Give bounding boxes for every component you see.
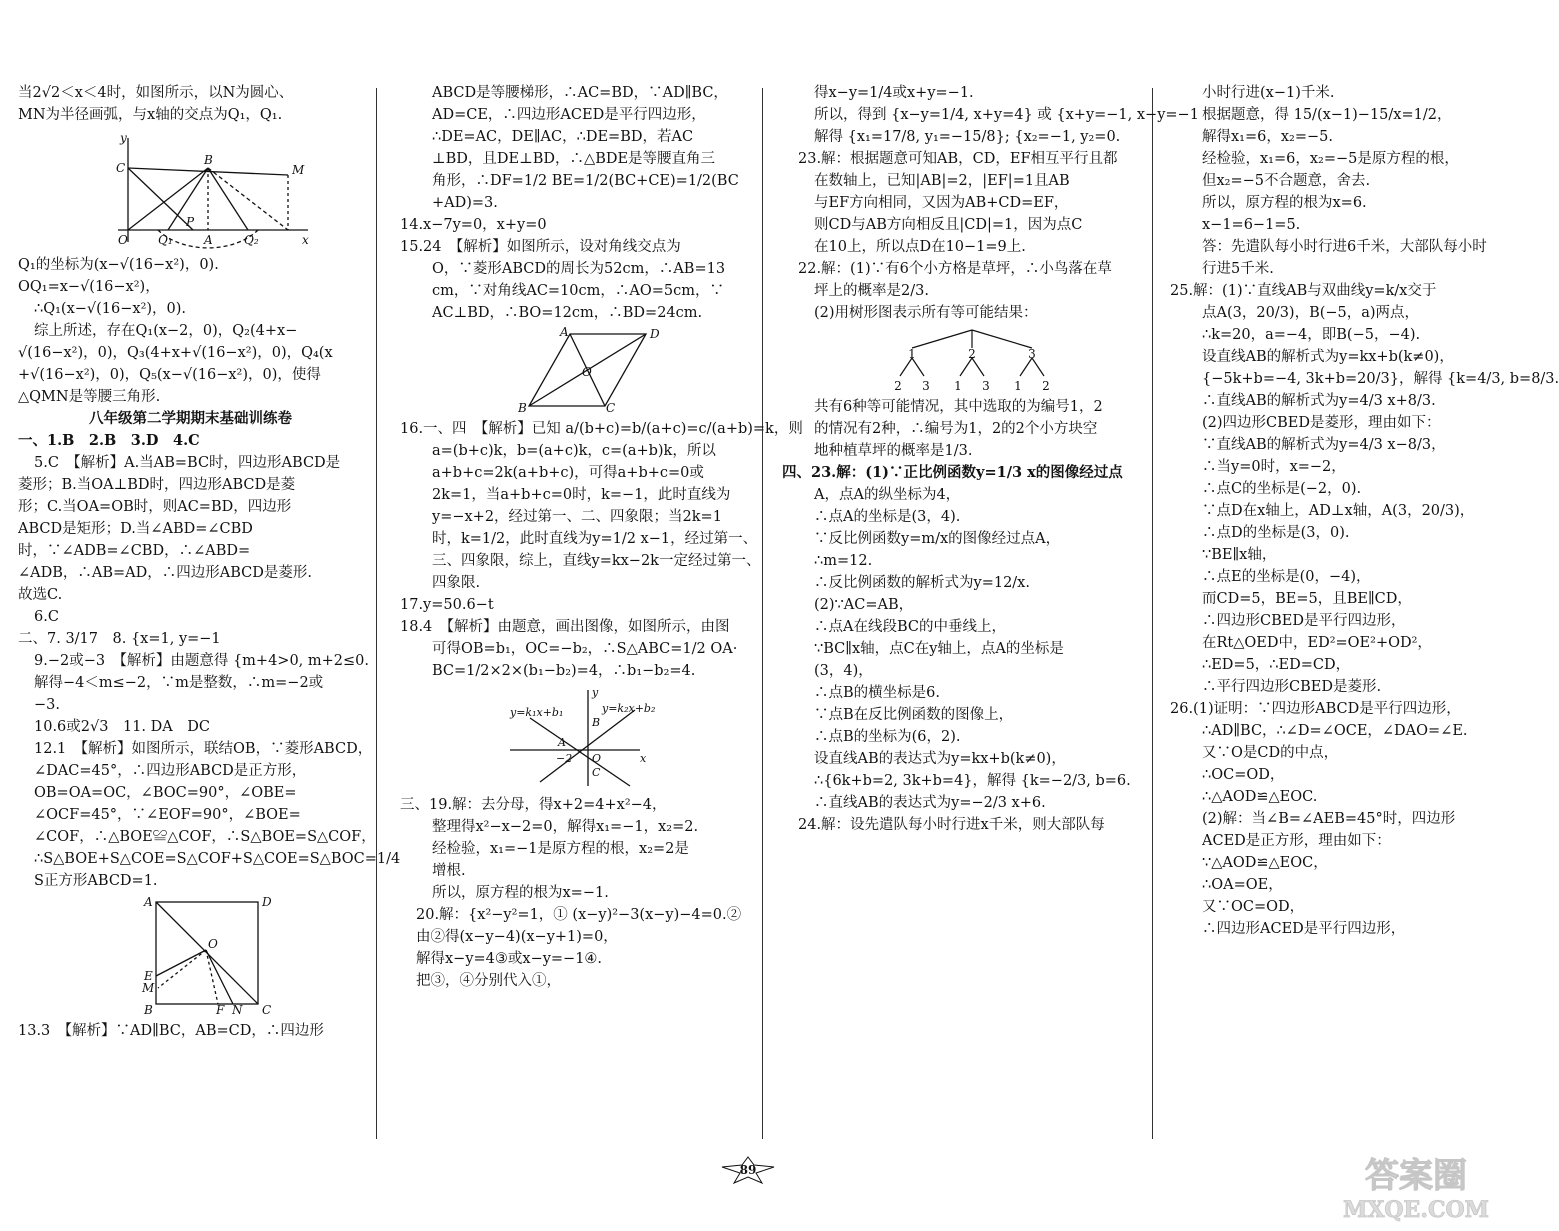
page-number-badge xyxy=(718,1155,778,1185)
fig4-label: A xyxy=(144,895,153,909)
answer-line: 故选C. xyxy=(18,587,63,603)
text-line: 23.解：根据题意可知AB，CD，EF相互平行且都 xyxy=(798,151,1118,167)
text-line: 而CD=5，BE=5，且BE∥CD， xyxy=(1202,591,1412,607)
text-line: ∴{6k+b=2, 3k+b=4}，解得 {k=−2/3, b=6. xyxy=(814,773,1131,789)
tree-node: 3 xyxy=(982,379,990,393)
text-line: 得x−y=1/4或x+y=−1. xyxy=(814,85,974,101)
text-line: ∵△AOD≌△EOC， xyxy=(1202,855,1328,871)
text-line: 答：先遣队每小时行进6千米，大部队每小时 xyxy=(1202,239,1487,255)
text-line: 26.(1)证明：∵四边形ABCD是平行四边形， xyxy=(1170,701,1461,717)
text-line: 17.y=50.6−t xyxy=(400,597,494,613)
text-line: 15.24 【解析】如图所示，设对角线交点为 xyxy=(400,239,681,255)
tree-node: 3 xyxy=(922,379,930,393)
text-line: (2)∵AC=AB， xyxy=(814,597,914,613)
text-line: 18.4 【解析】由题意，画出图像，如图所示，由图 xyxy=(400,619,730,635)
fig1-label: y xyxy=(120,131,127,145)
text-line: 四、23.解：(1)∵正比例函数y=1/3 x的图像经过点 xyxy=(782,464,1123,481)
tree-node: 1 xyxy=(954,379,962,393)
figure-4-square xyxy=(18,896,363,1016)
section-title: 八年级第二学期期末基础训练卷 xyxy=(89,410,292,427)
text-line: ∴点D的坐标是(3，0). xyxy=(1202,525,1350,541)
text-line: BC=1/2×2×(b₁−b₂)=4，∴b₁−b₂=4. xyxy=(432,663,696,679)
text-line: ∴点A在线段BC的中垂线上， xyxy=(814,619,1006,635)
answer-line: ∴S△BOE+S△COE=S△COF+S△COE=S△BOC=1/4 xyxy=(34,851,401,867)
text-line: (2)用树形图表示所有等可能结果： xyxy=(814,305,1038,321)
answer-line: ∠ADB，∴AB=AD，∴四边形ABCD是菱形. xyxy=(18,565,312,581)
text-line: a+b+c=2k(a+b+c)，可得a+b+c=0或 xyxy=(432,465,704,481)
text-line: ∵BE∥x轴， xyxy=(1202,547,1277,563)
text-line: 由②得(x−y−4)(x−y+1)=0， xyxy=(416,929,618,945)
text-line: ∴平行四边形CBED是菱形. xyxy=(1202,679,1382,695)
column-divider xyxy=(376,88,377,1139)
fig4-label: F xyxy=(216,1003,225,1017)
text-line: ∴Q₁(x−√(16−x²)，0). xyxy=(34,301,187,317)
text-line: △QMN是等腰三角形. xyxy=(18,389,161,405)
text-line: ∴当y=0时，x=−2， xyxy=(1202,459,1346,475)
answer-line: 5.C 【解析】A.当AB=BC时，四边形ABCD是 xyxy=(34,455,341,471)
fig3-label: y=k₂x+b₂ xyxy=(602,702,656,715)
fig4-label: C xyxy=(262,1003,272,1017)
text-line: 小时行进(x−1)千米. xyxy=(1202,85,1335,101)
text-line: 所以，得到 {x−y=1/4, x+y=4} 或 {x+y=−1, x−y=−1 xyxy=(814,107,1199,123)
text-line: ∴四边形ACED是平行四边形， xyxy=(1202,921,1406,937)
column-divider xyxy=(1152,88,1153,1139)
column-divider xyxy=(762,88,763,1139)
site-watermark xyxy=(1306,1147,1526,1225)
text-line: ∴点E的坐标是(0，−4)， xyxy=(1202,569,1371,585)
fig3-label: −2 xyxy=(556,752,573,765)
text-line: 增根. xyxy=(432,863,466,879)
text-line: AC⊥BD，∴BO=12cm，∴BD=24cm. xyxy=(432,305,703,321)
text-line: 解得 {x₁=17/8, y₁=−15/8}; {x₂=−1, y₂=0. xyxy=(814,129,1121,145)
fig4-label: N xyxy=(232,1003,243,1017)
text-line: ∴OA=OE， xyxy=(1202,877,1283,893)
text-line: a=(b+c)k，b=(a+c)k，c=(a+b)k，所以 xyxy=(432,443,716,459)
text-line: x−1=6−1=5. xyxy=(1202,217,1301,233)
text-line: ∴△AOD≌△EOC. xyxy=(1202,789,1318,805)
text-line: MN为半径画弧，与x轴的交点为Q₁，Q₁. xyxy=(18,107,283,123)
answer-line: OB=OA=OC，∠BOC=90°，∠OBE= xyxy=(34,785,297,801)
fig2-label: B xyxy=(518,401,527,415)
text-line: ∴四边形CBED是平行四边形， xyxy=(1202,613,1406,629)
tree-diagram xyxy=(782,328,1134,392)
text-line: 四象限. xyxy=(432,575,481,591)
text-line: 整理得x²−x−2=0，解得x₁=−1，x₂=2. xyxy=(432,819,699,835)
answer-line: 一、1.B 2.B 3.D 4.C xyxy=(18,432,200,449)
text-line: 16.一、四 【解析】已知 a/(b+c)=b/(a+c)=c/(a+b)=k，则 xyxy=(400,421,803,437)
answer-line: ∠COF，∴△BOE≌△COF，∴S△BOE=S△COF， xyxy=(34,829,376,845)
fig3-label: x xyxy=(640,752,647,765)
fig4-label: E xyxy=(144,969,153,983)
answer-line: 12.1 【解析】如图所示，联结OB，∵菱形ABCD， xyxy=(34,741,373,757)
text-line: 但x₂=−5不合题意，舍去. xyxy=(1202,173,1371,189)
text-line: +AD)=3. xyxy=(432,195,498,211)
page-number: 89 xyxy=(739,1163,757,1177)
text-line: 综上所述，存在Q₁(x−2，0)，Q₂(4+x− xyxy=(34,323,298,339)
fig2-label: D xyxy=(650,327,660,341)
fig4-label: D xyxy=(262,895,272,909)
text-line: 在数轴上，已知|AB|=2，|EF|=1且AB xyxy=(814,173,1070,189)
text-line: (2)解：当∠B=∠AEB=45°时，四边形 xyxy=(1202,811,1456,827)
text-line: ACED是正方形，理由如下： xyxy=(1202,833,1391,849)
figure-1-coordinate-diagram xyxy=(18,130,363,250)
fig3-label: B xyxy=(592,716,601,729)
text-line: 点A(3，20/3)，B(−5，a)两点， xyxy=(1202,305,1420,321)
fig1-label: A xyxy=(204,233,213,247)
tree-node: 2 xyxy=(968,347,976,361)
text-line: 与EF方向相同，又因为AB+CD=EF， xyxy=(814,195,1069,211)
text-line: 又∵OC=OD， xyxy=(1202,899,1305,915)
text-line: O，∵菱形ABCD的周长为52cm，∴AB=13 xyxy=(432,261,726,277)
fig2-label: C xyxy=(606,401,616,415)
text-line: 坪上的概率是2/3. xyxy=(814,283,929,299)
text-line: ∵直线AB的解析式为y=4/3 x−8/3， xyxy=(1202,437,1446,453)
column-2 xyxy=(400,82,803,1151)
fig1-label: P xyxy=(186,215,195,229)
answer-line: 解得−4＜m≤−2，∵m是整数，∴m=−2或 xyxy=(34,675,324,691)
text-line: Q₁的坐标为(x−√(16−x²)，0). xyxy=(18,257,219,273)
fig3-label: y xyxy=(592,686,599,699)
text-line: 14.x−7y=0，x+y=0 xyxy=(400,217,547,233)
fig1-label: Q₂ xyxy=(244,233,259,247)
text-line: ∴点A的坐标是(3，4). xyxy=(814,509,961,525)
answer-line: ∠DAC=45°，∴四边形ABCD是正方形， xyxy=(34,763,307,779)
text-line: ∴点C的坐标是(−2，0). xyxy=(1202,481,1362,497)
text-line: ∴直线AB的表达式为y=−2/3 x+6. xyxy=(814,795,1046,811)
text-line: ⊥BD，且DE⊥BD，∴△BDE是等腰直角三 xyxy=(432,151,716,167)
text-line: 经检验，x₁=6，x₂=−5是原方程的根， xyxy=(1202,151,1459,167)
text-line: y=−x+2，经过第一、二、四象限；当2k=1 xyxy=(432,509,722,525)
text-line: 时，k=1/2，此时直线为y=1/2 x−1，经过第一、 xyxy=(432,531,758,547)
text-line: 20.解：{x²−y²=1，① (x−y)²−3(x−y)−4=0.② xyxy=(416,907,742,923)
text-line: √(16−x²)，0)，Q₃(4+x+√(16−x²)，0)，Q₄(x xyxy=(18,345,333,361)
answer-line: 9.−2或−3 【解析】由题意得 {m+4>0, m+2≤0. xyxy=(34,653,369,669)
answer-line: −3. xyxy=(34,697,60,713)
text-line: 的情况有2种，∴编号为1，2的2个小方块空 xyxy=(814,421,1098,437)
fig2-label: A xyxy=(560,325,569,339)
answer-line: S正方形ABCD=1. xyxy=(34,873,158,889)
text-line: 角形，∴DF=1/2 BE=1/2(BC+CE)=1/2(BC xyxy=(432,173,739,189)
text-line: 设直线AB的解析式为y=kx+b(k≠0)， xyxy=(1202,349,1454,365)
text-line: 所以，原方程的根为x=−1. xyxy=(432,885,609,901)
text-line: 在10上，所以点D在10−1=9上. xyxy=(814,239,1026,255)
text-line: ∴点B的横坐标是6. xyxy=(814,685,940,701)
answer-line: ABCD是矩形；D.当∠ABD=∠CBD xyxy=(18,521,253,537)
answer-line: 6.C xyxy=(34,609,59,625)
tree-node: 2 xyxy=(1042,379,1050,393)
figure-2-rhombus xyxy=(400,325,745,415)
text-line: +√(16−x²)，0)，Q₅(x−√(16−x²)，0)，使得 xyxy=(18,367,321,383)
text-line: ∵点B在反比例函数的图像上， xyxy=(814,707,1014,723)
text-line: ∵反比例函数y=m/x的图像经过点A， xyxy=(814,531,1061,547)
tree-node: 2 xyxy=(894,379,902,393)
text-line: 则CD与AB方向相反且|CD|=1，因为点C xyxy=(814,217,1083,233)
text-line: ∴点B的坐标为(6，2). xyxy=(814,729,961,745)
text-line: 经检验，x₁=−1是原方程的根，x₂=2是 xyxy=(432,841,689,857)
text-line: 三、19.解：去分母，得x+2=4+x²−4， xyxy=(400,797,667,813)
text-line: 三、四象限，综上，直线y=kx−2k一定经过第一、 xyxy=(432,553,761,569)
text-line: ∴反比例函数的解析式为y=12/x. xyxy=(814,575,1030,591)
text-line: OQ₁=x−√(16−x²)， xyxy=(18,279,160,295)
text-line: A，点A的纵坐标为4， xyxy=(814,487,961,503)
fig1-label: x xyxy=(302,233,309,247)
fig3-label: A xyxy=(558,736,566,749)
fig4-label: O xyxy=(208,937,218,951)
text-line: {−5k+b=−4, 3k+b=20/3}，解得 {k=4/3, b=8/3. xyxy=(1202,371,1559,387)
text-line: 地种植草坪的概率是1/3. xyxy=(814,443,973,459)
column-4 xyxy=(1170,82,1559,1151)
text-line: ∴DE=AC，DE∥AC，∴DE=BD，若AC xyxy=(432,129,694,145)
fig2-label: O xyxy=(582,365,592,379)
text-line: 25.解：(1)∵直线AB与双曲线y=k/x交于 xyxy=(1170,283,1437,299)
fig4-label: M xyxy=(142,981,155,995)
text-line: 可得OB=b₁，OC=−b₂，∴S△ABC=1/2 OA· xyxy=(432,641,738,657)
fig1-label: C xyxy=(116,161,126,175)
text-line: (2)四边形CBED是菱形，理由如下： xyxy=(1202,415,1441,431)
text-line: AD=CE，∴四边形ACED是平行四边形， xyxy=(432,107,706,123)
fig1-label: B xyxy=(204,153,213,167)
answer-line: 时，∵∠ADB=∠CBD，∴∠ABD= xyxy=(18,543,251,559)
column-3 xyxy=(782,82,1199,1151)
text-line: 当2√2＜x＜4时，如图所示，以N为圆心、 xyxy=(18,85,294,101)
text-line: ∵点D在x轴上，AD⊥x轴，A(3，20/3)， xyxy=(1202,503,1475,519)
text-line: 根据题意，得 15/(x−1)−15/x=1/2， xyxy=(1202,107,1452,123)
text-line: 又∵O是CD的中点， xyxy=(1202,745,1339,761)
text-line: (3，4)， xyxy=(814,663,873,679)
text-line: 在Rt△OED中，ED²=OE²+OD²， xyxy=(1202,635,1432,651)
text-line: 2k=1，当a+b+c=0时，k=−1，此时直线为 xyxy=(432,487,731,503)
text-line: 22.解：(1)∵有6个小方格是草坪，∴小鸟落在草 xyxy=(798,261,1112,277)
text-line: 设直线AB的表达式为y=kx+b(k≠0)， xyxy=(814,751,1066,767)
text-line: 解得x−y=4③或x−y=−1④. xyxy=(416,951,603,967)
fig1-label: Q₁ xyxy=(158,233,173,247)
answer-line: 形；C.当OA=OB时，则AC=BD，四边形 xyxy=(18,499,292,515)
answer-line: 二、7. 3/17 8. {x=1, y=−1 xyxy=(18,631,221,647)
text-line: ABCD是等腰梯形，∴AC=BD，∵AD∥BC， xyxy=(432,85,728,101)
text-line: ∴m=12. xyxy=(814,553,873,569)
watermark-text: 答案圈 xyxy=(1365,1156,1467,1196)
text-line: ∴ED=5，∴ED=CD， xyxy=(1202,657,1351,673)
text-line: ∴k=20，a=−4，即B(−5，−4). xyxy=(1202,327,1421,343)
text-line: ∴直线AB的解析式为y=4/3 x+8/3. xyxy=(1202,393,1436,409)
text-line: 行进5千米. xyxy=(1202,261,1274,277)
fig3-label: y=k₁x+b₁ xyxy=(510,706,564,719)
figure-3-two-lines xyxy=(400,686,745,790)
answer-line: 菱形；B.当OA⊥BD时，四边形ABCD是菱 xyxy=(18,477,296,493)
text-line: 24.解：设先遣队每小时行进x千米，则大部队每 xyxy=(798,817,1105,833)
text-line: cm，∵对角线AC=10cm，∴AO=5cm，∵ xyxy=(432,283,725,299)
fig1-label: O xyxy=(118,233,128,247)
text-line: 共有6种等可能情况，其中选取的为编号1，2 xyxy=(814,399,1103,415)
answer-line: 10.6或2√3 11. DA DC xyxy=(34,719,210,735)
answer-line: ∠OCF=45°，∵∠EOF=90°，∠BOE= xyxy=(34,807,301,823)
fig3-label: O xyxy=(592,752,602,765)
tree-node: 1 xyxy=(1014,379,1022,393)
tree-node: 3 xyxy=(1028,347,1036,361)
watermark-url: MXQE.COM xyxy=(1342,1197,1490,1223)
text-line: 解得x₁=6，x₂=−5. xyxy=(1202,129,1333,145)
fig1-label: M xyxy=(292,163,305,177)
text-line: ∵BC∥x轴，点C在y轴上，点A的坐标是 xyxy=(814,641,1064,657)
answer-line: 13.3 【解析】∵AD∥BC，AB=CD，∴四边形 xyxy=(18,1023,324,1039)
fig4-label: B xyxy=(144,1003,153,1017)
text-line: ∴AD∥BC，∴∠D=∠OCE，∠DAO=∠E. xyxy=(1202,723,1468,739)
fig3-label: C xyxy=(592,766,601,779)
tree-node: 1 xyxy=(908,347,916,361)
column-1 xyxy=(18,82,401,1151)
text-line: 所以，原方程的根为x=6. xyxy=(1202,195,1367,211)
text-line: 把③，④分别代入①， xyxy=(416,973,561,989)
text-line: ∴OC=OD， xyxy=(1202,767,1285,783)
